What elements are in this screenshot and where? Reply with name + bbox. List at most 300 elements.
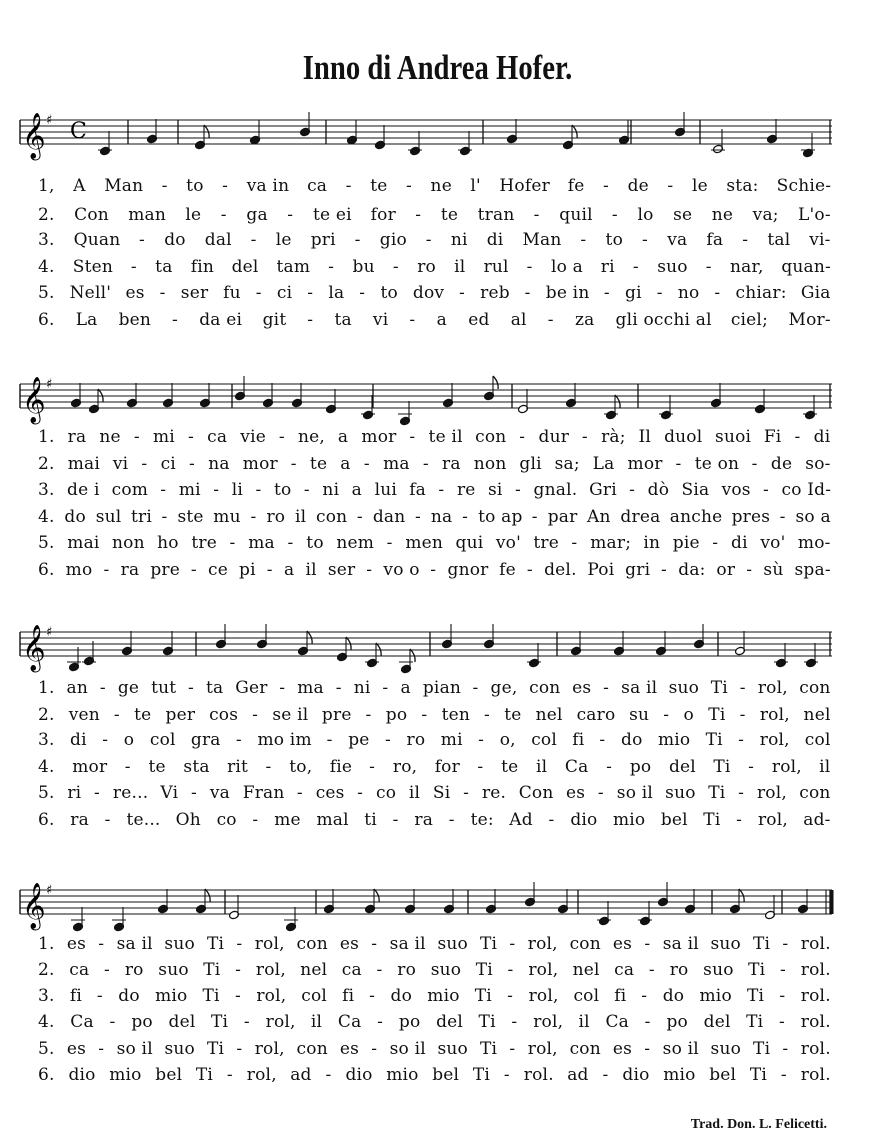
lyric-syllable: te [148,757,166,777]
lyric-syllable: - [712,533,719,553]
lyric-syllable: es [566,783,586,803]
lyric-syllable: no [677,283,700,303]
lyric-syllable: fe [567,176,585,196]
lyric-syllable: - [307,283,314,303]
lyric-syllable: 5. [38,283,55,303]
lyric-syllable: va in [246,176,290,196]
lyric-syllable: suo [164,1039,195,1059]
lyric-syllable: - [243,1012,250,1032]
lyric-syllable: es [612,1039,633,1059]
treble-clef-icon: 𝄞 [22,883,46,929]
lyric-syllable: - [384,730,391,750]
lyric-syllable: - [356,507,363,527]
lyric-syllable: lo a [550,257,583,277]
lyric-syllable: nel [300,960,328,980]
lyric-syllable: o, [499,730,516,750]
lyric-syllable: to [605,230,623,250]
lyric-syllable: il [536,757,548,777]
lyric-syllable: su [629,705,650,725]
lyric-syllable: Ti [203,960,221,980]
lyric-syllable: es [66,1039,87,1059]
lyric-syllable: - [325,1065,332,1085]
lyric-line-s3-4 [0,757,875,781]
lyric-syllable: con [296,934,328,954]
lyric-syllable: - [663,705,670,725]
lyric-syllable: te [370,176,388,196]
lyric-syllable: 3. [38,230,55,250]
lyric-syllable: co Id- [781,480,832,500]
lyric-syllable: Ti [210,1012,229,1032]
lyric-syllable: bel [432,1065,460,1085]
lyric-syllable: - [235,960,242,980]
lyric-syllable: - [782,1039,789,1059]
lyric-line-s4-5 [0,1039,875,1063]
lyric-syllable: - [255,480,262,500]
lyric-syllable: 4. [38,257,55,277]
lyric-syllable: ca [341,960,362,980]
lyric-syllable: ten [441,705,471,725]
lyric-syllable: va [209,783,230,803]
lyric-syllable: - [667,176,674,196]
lyric-syllable: so- [805,454,831,474]
lyric-syllable: - [641,986,648,1006]
lyric-syllable: - [425,230,432,250]
lyric-syllable: mio [386,1065,419,1085]
lyric-syllable: tam [276,257,311,277]
lyric-syllable: - [507,986,514,1006]
lyric-syllable: ra [120,560,140,580]
lyric-syllable: to [274,480,292,500]
lyric-syllable: bel [660,810,688,830]
lyric-syllable: - [462,507,469,527]
lyric-syllable: - [376,960,383,980]
lyric-syllable: Man [522,230,562,250]
lyric-syllable: - [519,427,526,447]
lyric-syllable: fe [499,560,516,580]
lyric-syllable: es [339,934,360,954]
lyric-syllable: - [141,454,148,474]
lyric-syllable: con [569,1039,601,1059]
translator-credit: Trad. Don. L. Felicetti. [690,1117,827,1132]
lyric-syllable: - [644,1012,651,1032]
treble-clef-icon: 𝄞 [22,113,46,159]
lyric-syllable: dan [372,507,406,527]
lyric-syllable: so il [616,783,654,803]
lyric-syllable: ro [124,960,144,980]
lyric-syllable: l' [470,176,481,196]
lyric-syllable: - [742,230,749,250]
lyric-syllable: - [779,960,786,980]
lyric-syllable: del [231,257,259,277]
lyric-syllable: caro [576,705,616,725]
lyric-syllable: gnor [447,560,489,580]
lyric-syllable: ro, [392,757,418,777]
lyric-syllable: rol, [759,730,790,750]
lyric-syllable: Poi [587,560,615,580]
lyric-syllable: ste [177,507,204,527]
lyric-syllable: 1, [38,176,55,196]
lyric-syllable: - [130,257,137,277]
lyric-syllable: Ti [195,1065,214,1085]
lyric-syllable: a [351,480,362,500]
lyric-syllable: - [705,257,712,277]
sharp-icon: ♯ [46,377,53,392]
lyric-syllable: pri [310,230,336,250]
lyric-syllable: - [222,176,229,196]
lyric-syllable: Vi [160,783,179,803]
lyric-syllable: de [770,454,793,474]
lyric-syllable: - [714,283,721,303]
lyric-syllable: a [340,454,351,474]
lyric-syllable: ser [327,560,356,580]
lyric-syllable: Ti [713,757,731,777]
staff-2 [0,372,875,432]
lyric-syllable: rol. [800,960,831,980]
lyric-syllable: dio [622,1065,650,1085]
lyric-syllable: Oh [175,810,201,830]
lyric-syllable: L'o- [798,205,831,225]
lyric-line-s4-2 [0,960,875,984]
lyric-syllable: pres [731,507,771,527]
lyric-syllable: con [799,783,831,803]
lyric-line-s3-1 [0,678,875,702]
lyric-syllable: - [405,176,412,196]
lyric-syllable: rà; [601,427,626,447]
lyric-syllable: mor [242,454,278,474]
lyric-syllable: - [780,1065,787,1085]
lyric-syllable: - [236,934,243,954]
lyric-syllable: vo o [383,560,420,580]
lyric-syllable: - [656,283,663,303]
lyric-syllable: - [463,783,470,803]
lyric-syllable: - [171,310,178,330]
lyric-syllable: ser [180,283,209,303]
lyric-syllable: ri [67,783,82,803]
lyric-syllable: Ad [509,810,533,830]
lyric-line-s2-1 [0,427,875,451]
lyric-syllable: git [262,310,287,330]
lyric-syllable: - [98,934,105,954]
lyric-syllable: ad [567,1065,589,1085]
lyric-syllable: tal [767,230,791,250]
lyric-syllable: de i [67,480,100,500]
lyric-syllable: rol, [757,810,788,830]
lyric-syllable: - [409,310,416,330]
lyric-syllable: rol, [528,960,559,980]
lyric-syllable: 5. [38,783,55,803]
lyric-syllable: fi [572,730,585,750]
lyric-syllable: ma [383,454,410,474]
lyric-syllable: vos [721,480,751,500]
lyric-syllable: Man [104,176,144,196]
lyric-syllable: - [278,427,285,447]
lyric-syllable: ro [417,257,436,277]
lyric-line-s4-3 [0,986,875,1010]
lyric-syllable: ni [353,678,371,698]
lyric-syllable: dò [647,480,670,500]
lyric-syllable: for [370,205,396,225]
lyric-syllable: del [703,1012,731,1032]
lyric-syllable: - [603,678,610,698]
lyric-syllable: cos [209,705,239,725]
lyric-syllable: - [279,678,286,698]
lyric-syllable: - [220,205,227,225]
lyric-syllable: ce [208,560,228,580]
lyric-syllable: so il [389,1039,426,1059]
lyric-syllable: - [103,560,110,580]
lyric-syllable: - [255,283,262,303]
lyric-syllable: A [73,176,86,196]
lyric-syllable: men [405,533,444,553]
lyric-syllable: Ca [564,757,589,777]
lyric-syllable: reb [480,283,510,303]
lyric-syllable: il [310,1012,323,1032]
lyric-syllable: ro [669,960,689,980]
lyric-syllable: di [486,230,504,250]
lyric-syllable: suo [437,1039,468,1059]
lyric-syllable: suo [657,257,688,277]
lyric-syllable: rol. [800,1012,831,1032]
lyric-syllable: - [377,1012,384,1032]
lyric-line-s2-5 [0,533,875,557]
lyric-syllable: Fran [242,783,285,803]
lyric-syllable: 6. [38,310,55,330]
lyric-syllable: pe [348,730,370,750]
lyric-syllable: - [250,507,257,527]
lyric-syllable: ca [207,427,228,447]
lyric-syllable: ra [414,810,434,830]
lyric-syllable: - [548,810,555,830]
lyric-syllable: nar, [730,257,764,277]
lyric-syllable: - [459,283,465,303]
lyric-syllable: an [66,678,88,698]
lyric-syllable: - [189,454,195,474]
lyric-syllable: Ti [474,986,492,1006]
lyric-syllable: - [328,257,335,277]
lyric-syllable: Ti [202,986,220,1006]
lyric-syllable: duol [664,427,703,447]
lyric-syllable: Ti [206,1039,225,1059]
lyric-syllable: - [265,757,272,777]
lyric-syllable: mi [152,427,175,447]
lyric-syllable: - [603,283,610,303]
lyric-syllable: - [133,427,140,447]
lyric-syllable: Ger [235,678,268,698]
lyric-syllable: tre [191,533,217,553]
lyric-syllable: mi [440,730,463,750]
lyric-syllable: es [572,678,592,698]
lyric-syllable: - [213,480,220,500]
lyric-syllable: mal [316,810,349,830]
lyric-syllable: Ti [749,1065,768,1085]
lyric-syllable: vo' [495,533,521,553]
lyric-syllable: Ti [748,960,766,980]
lyric-syllable: mio [427,986,460,1006]
lyric-syllable: ni [322,480,340,500]
lyric-line-s3-3 [0,730,875,754]
lyric-syllable: fu [223,283,241,303]
lyric-syllable: rol. [800,986,831,1006]
lyric-syllable: spa- [794,560,831,580]
lyric-syllable: - [782,934,789,954]
lyric-syllable: ven [68,705,100,725]
lyric-syllable: rit [227,757,249,777]
lyric-line-s1-4 [0,257,875,281]
lyric-syllable: sa il [116,934,153,954]
lyric-syllable: ma [248,533,275,553]
lyric-syllable: del [436,1012,464,1032]
lyric-syllable: in [643,533,661,553]
lyric-syllable: - [778,1012,785,1032]
lyric-syllable: so il [662,1039,699,1059]
lyric-syllable: do [662,986,685,1006]
lyric-syllable: vie [240,427,266,447]
staff-1 [0,108,875,168]
lyric-syllable: - [139,230,145,250]
lyric-syllable: pian [422,678,462,698]
lyric-syllable: ni [450,230,468,250]
lyric-syllable: ho [157,533,179,553]
lyric-syllable: rol, [265,1012,296,1032]
lyric-syllable: quil [559,205,593,225]
lyric-syllable: po [666,1012,688,1032]
lyric-syllable: - [124,757,131,777]
lyric-syllable: mu [213,507,241,527]
lyric-syllable: es [66,934,87,954]
lyric-syllable: ra [70,810,89,830]
lyric-syllable: Schie- [776,176,832,196]
lyric-syllable: - [794,427,801,447]
lyric-syllable: - [287,205,294,225]
treble-clef-icon: 𝄞 [22,625,46,671]
lyric-syllable: le [185,205,202,225]
lyric-syllable: 1. [38,427,55,447]
lyric-syllable: - [603,176,609,196]
lyric-syllable: Ti [753,934,771,954]
lyric-syllable: va; [752,205,779,225]
lyric-syllable: suo [164,934,195,954]
lyric-syllable: za [574,310,595,330]
lyric-syllable: - [599,730,606,750]
lyric-syllable: to, [289,757,313,777]
lyric-syllable: col [149,730,176,750]
lyric-syllable: - [547,310,554,330]
lyric-syllable: ta [155,257,173,277]
lyric-syllable: rul [483,257,509,277]
lyric-syllable: - [94,783,100,803]
lyric-syllable: - [96,986,103,1006]
lyric-syllable: fi [614,986,627,1006]
lyric-syllable: do [164,230,186,250]
lyric-syllable: tran [477,205,515,225]
lyric-syllable: ro [266,507,286,527]
lyric-syllable: a [337,427,349,447]
lyric-syllable: 4. [38,757,55,777]
lyric-syllable: do [118,986,140,1006]
lyric-syllable: - [606,757,613,777]
lyric-syllable: - [524,283,531,303]
lyric-line-s3-6 [0,810,875,834]
lyric-syllable: mio [663,1065,696,1085]
lyric-syllable: a [436,310,447,330]
lyric-syllable: - [234,986,241,1006]
lyric-syllable: - [648,960,655,980]
lyric-syllable: mio [657,730,691,750]
lyric-syllable: - [526,257,533,277]
staff-4 [0,878,875,938]
lyric-syllable: mi [178,480,201,500]
lyric-syllable: te [134,705,152,725]
lyric-syllable: - [235,730,242,750]
lyric-syllable: 6. [38,1065,55,1085]
staff-3 [0,620,875,680]
lyric-syllable: tut [151,678,177,698]
lyric-syllable: na [208,454,230,474]
lyric-syllable: Nell' [69,283,112,303]
lyric-syllable: mio [612,810,646,830]
lyric-syllable: - [739,678,746,698]
lyric-syllable: rol. [800,1065,831,1085]
lyric-syllable: es [339,1039,360,1059]
lyric-syllable: do [390,986,413,1006]
lyric-syllable: rol, [527,1039,558,1059]
lyric-syllable: fa [409,480,427,500]
lyric-syllable: - [161,507,168,527]
lyric-syllable: 5. [38,1039,55,1059]
lyric-syllable: rol, [527,934,558,954]
lyric-syllable: - [307,310,314,330]
lyric-syllable: - [365,705,372,725]
note-flag [493,376,498,389]
lyric-syllable: ca [307,176,328,196]
lyric-syllable: es [612,934,633,954]
lyric-syllable: ca [614,960,635,980]
lyric-syllable: - [581,427,588,447]
lyric-syllable: 4. [38,1012,55,1032]
lyric-syllable: tre [533,533,559,553]
lyric-syllable: fie [329,757,353,777]
lyric-syllable: - [642,230,648,250]
lyric-syllable: po [629,757,652,777]
lyric-syllable: - [326,730,333,750]
lyric-syllable: del [668,757,696,777]
lyric-syllable: po [398,1012,421,1032]
lyric-syllable: po [385,705,408,725]
lyric-syllable: gi [625,283,642,303]
lyric-syllable: - [514,480,521,500]
lyric-syllable: rol, [756,783,787,803]
lyric-syllable: to ap [478,507,523,527]
lyric-syllable: o [683,705,694,725]
lyric-syllable: mai [67,454,100,474]
lyric-syllable: La [75,310,98,330]
lyric-syllable: - [386,533,393,553]
lyric-syllable: 2. [38,705,55,725]
lyric-syllable: rol, [533,1012,564,1032]
lyric-syllable: mo im [257,730,312,750]
lyric-syllable: di [813,427,831,447]
lyric-syllable: - [779,507,786,527]
lyric-line-s4-1 [0,934,875,958]
lyric-syllable: ra [442,454,461,474]
lyric-syllable: le [692,176,708,196]
lyric-syllable: Sia [681,480,710,500]
lyric-syllable: 1. [38,934,55,954]
lyric-syllable: fi [342,986,355,1006]
lyric-syllable: - [736,810,743,830]
hymn-title: Inno di Andrea Hofer. [302,48,573,87]
lyric-syllable: con [799,678,831,698]
